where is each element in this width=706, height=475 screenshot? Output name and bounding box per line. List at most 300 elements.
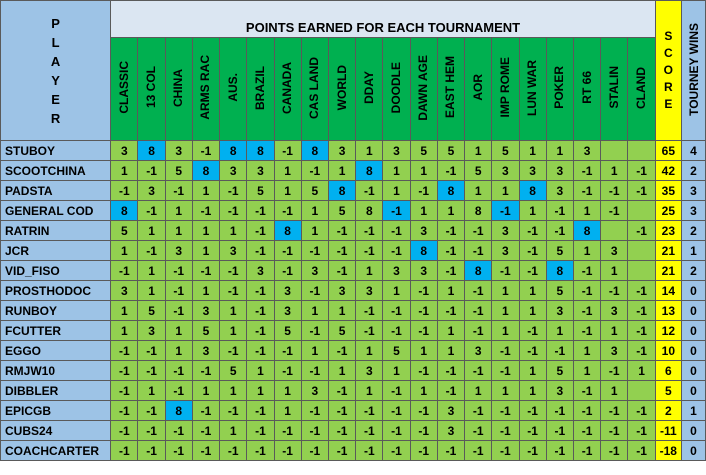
player-name: FCUTTER <box>1 321 111 341</box>
total-score: 21 <box>655 241 681 261</box>
tournament-win-cell: 8 <box>111 201 138 221</box>
points-cell: 3 <box>546 301 573 321</box>
points-cell: 1 <box>301 221 328 241</box>
points-cell: -1 <box>628 321 655 341</box>
points-cell: -1 <box>138 241 165 261</box>
points-cell: 1 <box>192 181 219 201</box>
tournament-name: IMP ROME <box>497 57 512 118</box>
points-cell: 3 <box>356 361 383 381</box>
points-cell: 1 <box>383 161 410 181</box>
points-cell: -1 <box>437 301 464 321</box>
tournament-header <box>356 38 383 141</box>
points-cell: -1 <box>410 361 437 381</box>
points-cell: -1 <box>138 441 165 461</box>
points-cell: -1 <box>301 401 328 421</box>
points-cell: 1 <box>111 301 138 321</box>
points-cell: 3 <box>301 261 328 281</box>
tourney-wins: 4 <box>681 141 705 161</box>
player-row <box>1 261 706 281</box>
points-cell: 5 <box>437 141 464 161</box>
points-cell: 3 <box>601 341 628 361</box>
points-cell: 3 <box>546 181 573 201</box>
points-cell: 1 <box>192 221 219 241</box>
player-header-letter: R <box>50 110 61 126</box>
points-cell: -1 <box>601 401 628 421</box>
points-cell: -1 <box>465 241 492 261</box>
player-row <box>1 381 706 401</box>
points-cell: -1 <box>573 321 600 341</box>
points-cell: 1 <box>519 281 546 301</box>
points-cell: 5 <box>492 141 519 161</box>
points-cell: -1 <box>573 421 600 441</box>
points-cell: -1 <box>519 221 546 241</box>
points-cell: -1 <box>465 321 492 341</box>
tournament-win-cell: 8 <box>519 181 546 201</box>
points-cell: 1 <box>301 201 328 221</box>
tournament-win-cell: 8 <box>437 181 464 201</box>
tournament-name: CHINA <box>171 68 186 107</box>
tournament-header <box>465 38 492 141</box>
points-cell: -1 <box>519 321 546 341</box>
tourney-wins: 0 <box>681 321 705 341</box>
tournament-win-cell: 8 <box>192 161 219 181</box>
points-cell: 3 <box>220 161 247 181</box>
points-cell: 3 <box>165 141 192 161</box>
player-name: RUNBOY <box>1 301 111 321</box>
points-cell: 3 <box>138 181 165 201</box>
points-cell: 3 <box>274 281 301 301</box>
points-cell: -1 <box>492 261 519 281</box>
tourney-wins-header <box>681 1 705 141</box>
points-cell: 1 <box>111 321 138 341</box>
points-cell: 5 <box>138 301 165 321</box>
points-cell: 1 <box>356 341 383 361</box>
points-cell: -1 <box>111 361 138 381</box>
tourney-wins: 1 <box>681 241 705 261</box>
points-cell: 1 <box>437 201 464 221</box>
player-row <box>1 421 706 441</box>
points-cell: -1 <box>165 181 192 201</box>
points-cell: -1 <box>628 221 655 241</box>
tournament-win-cell: -1 <box>492 201 519 221</box>
points-cell: -1 <box>328 261 355 281</box>
points-cell: -1 <box>165 281 192 301</box>
points-cell: -1 <box>165 301 192 321</box>
points-cell: 1 <box>111 241 138 261</box>
points-cell: -1 <box>111 421 138 441</box>
points-cell: -1 <box>601 281 628 301</box>
points-cell: 1 <box>138 381 165 401</box>
player-header <box>1 1 111 141</box>
total-score: 25 <box>655 201 681 221</box>
tournament-name: AUS. <box>225 73 240 102</box>
points-cell: -1 <box>628 301 655 321</box>
points-cell: 1 <box>573 241 600 261</box>
points-cell: 1 <box>573 201 600 221</box>
points-cell: -1 <box>247 341 274 361</box>
points-cell: 3 <box>437 401 464 421</box>
tournament-win-cell: 8 <box>410 241 437 261</box>
points-cell: -1 <box>274 441 301 461</box>
tourney-wins: 0 <box>681 341 705 361</box>
tournament-name: BRAZIL <box>252 65 267 110</box>
tournament-name: CANADA <box>280 61 295 114</box>
points-cell: -1 <box>301 441 328 461</box>
points-cell: 1 <box>247 381 274 401</box>
player-name: GENERAL COD <box>1 201 111 221</box>
points-cell: 3 <box>383 261 410 281</box>
points-cell: -1 <box>546 441 573 461</box>
points-cell: -1 <box>519 261 546 281</box>
tournament-win-cell: 8 <box>247 141 274 161</box>
points-cell: 1 <box>410 161 437 181</box>
tournament-header <box>437 38 464 141</box>
points-cell <box>628 381 655 401</box>
points-cell: -1 <box>220 201 247 221</box>
points-cell: -1 <box>301 281 328 301</box>
points-cell: 1 <box>410 201 437 221</box>
points-cell: -1 <box>573 261 600 281</box>
points-cell: -1 <box>410 281 437 301</box>
points-cell: -1 <box>465 301 492 321</box>
total-score: 5 <box>655 381 681 401</box>
points-cell: 3 <box>274 301 301 321</box>
points-cell: 1 <box>165 341 192 361</box>
points-cell: -1 <box>410 441 437 461</box>
points-cell: -1 <box>356 181 383 201</box>
points-cell: -1 <box>519 401 546 421</box>
points-cell: -1 <box>628 421 655 441</box>
points-cell: -1 <box>437 361 464 381</box>
tournament-name: EAST HEM <box>443 56 458 119</box>
points-cell: 1 <box>601 261 628 281</box>
points-cell: 3 <box>138 321 165 341</box>
player-row <box>1 161 706 181</box>
player-row <box>1 301 706 321</box>
points-cell: 1 <box>165 321 192 341</box>
points-cell: 1 <box>328 301 355 321</box>
points-cell: -1 <box>437 441 464 461</box>
tournament-win-cell: 8 <box>138 141 165 161</box>
tournament-header <box>601 38 628 141</box>
points-cell <box>601 141 628 161</box>
points-cell: -1 <box>383 401 410 421</box>
total-score: -18 <box>655 441 681 461</box>
points-cell: -1 <box>111 261 138 281</box>
points-cell: -1 <box>356 321 383 341</box>
total-score: 10 <box>655 341 681 361</box>
tournament-win-cell: 8 <box>356 161 383 181</box>
points-cell: -1 <box>492 441 519 461</box>
points-cell: 5 <box>328 201 355 221</box>
points-cell: -1 <box>274 201 301 221</box>
points-cell: -1 <box>356 241 383 261</box>
points-cell: -1 <box>274 261 301 281</box>
points-cell: -1 <box>410 401 437 421</box>
points-cell: 5 <box>192 321 219 341</box>
points-cell: -1 <box>274 421 301 441</box>
points-cell: -1 <box>546 221 573 241</box>
points-cell: 3 <box>410 261 437 281</box>
tournament-name: CLAND <box>634 66 649 109</box>
points-cell: -1 <box>356 441 383 461</box>
tournament-header <box>220 38 247 141</box>
points-cell: -1 <box>410 321 437 341</box>
tourney-wins: 0 <box>681 361 705 381</box>
tournament-win-cell: 8 <box>465 261 492 281</box>
points-cell: 3 <box>492 221 519 241</box>
points-cell: -1 <box>301 321 328 341</box>
points-cell: 1 <box>437 341 464 361</box>
tournament-name: RT 66 <box>579 71 594 104</box>
points-cell: 1 <box>220 321 247 341</box>
points-cell: -1 <box>573 161 600 181</box>
player-header-letter: Y <box>51 72 60 88</box>
points-cell: 8 <box>356 201 383 221</box>
points-cell: 1 <box>573 361 600 381</box>
points-cell: 3 <box>192 301 219 321</box>
points-cell: -1 <box>274 361 301 381</box>
points-cell: -1 <box>138 421 165 441</box>
points-cell: -1 <box>492 361 519 381</box>
points-cell: 1 <box>437 321 464 341</box>
points-cell: -1 <box>492 401 519 421</box>
tournament-header <box>410 38 437 141</box>
points-cell <box>628 141 655 161</box>
points-cell: -1 <box>519 441 546 461</box>
points-cell: -1 <box>465 441 492 461</box>
points-cell: 1 <box>410 381 437 401</box>
points-cell: 3 <box>546 161 573 181</box>
points-cell: -1 <box>437 221 464 241</box>
tournament-header <box>192 38 219 141</box>
points-cell: -1 <box>247 241 274 261</box>
tournament-win-cell: 8 <box>328 181 355 201</box>
points-cell: -1 <box>546 401 573 421</box>
points-cell: 1 <box>274 401 301 421</box>
points-cell <box>628 241 655 261</box>
tournament-name: LUN WAR <box>525 59 540 116</box>
player-header-letter: A <box>50 53 61 69</box>
points-cell: -1 <box>138 341 165 361</box>
points-cell: -1 <box>601 201 628 221</box>
points-cell: 1 <box>601 161 628 181</box>
player-row <box>1 401 706 421</box>
points-cell: -1 <box>328 401 355 421</box>
player-name: CUBS24 <box>1 421 111 441</box>
points-cell: 1 <box>274 181 301 201</box>
tourney-wins: 0 <box>681 301 705 321</box>
points-cell: -1 <box>356 301 383 321</box>
points-cell: -1 <box>383 321 410 341</box>
tournament-name: STALIN <box>606 66 621 109</box>
points-cell: 5 <box>111 221 138 241</box>
points-cell: -1 <box>492 341 519 361</box>
points-cell: -1 <box>628 401 655 421</box>
points-cell: 3 <box>301 381 328 401</box>
points-cell: -1 <box>247 401 274 421</box>
points-cell: 1 <box>546 321 573 341</box>
points-cell: -1 <box>601 361 628 381</box>
tournament-win-cell: 8 <box>301 141 328 161</box>
player-name: RATRIN <box>1 221 111 241</box>
points-cell: -1 <box>601 441 628 461</box>
tournament-header <box>492 38 519 141</box>
score-header-letter: O <box>663 63 673 77</box>
points-cell: -1 <box>192 361 219 381</box>
tournament-name: AOR <box>470 74 485 101</box>
points-cell: -1 <box>437 381 464 401</box>
points-cell: -1 <box>628 441 655 461</box>
player-row <box>1 181 706 201</box>
tourney-wins: 3 <box>681 181 705 201</box>
points-cell: 5 <box>247 181 274 201</box>
points-cell: -1 <box>628 161 655 181</box>
tourney-wins: 2 <box>681 161 705 181</box>
points-cell: -1 <box>628 181 655 201</box>
total-score: 42 <box>655 161 681 181</box>
points-cell: -1 <box>274 141 301 161</box>
points-cell: 8 <box>465 201 492 221</box>
points-cell: 5 <box>465 161 492 181</box>
points-cell: 5 <box>383 341 410 361</box>
points-cell: -1 <box>192 261 219 281</box>
score-header-letter: R <box>663 80 673 94</box>
points-cell: 1 <box>383 181 410 201</box>
total-score: 13 <box>655 301 681 321</box>
player-row <box>1 141 706 161</box>
points-cell: 1 <box>601 381 628 401</box>
points-cell: 1 <box>220 421 247 441</box>
points-cell: 1 <box>328 361 355 381</box>
tourney-wins: 1 <box>681 401 705 421</box>
points-cell: 1 <box>138 221 165 241</box>
points-cell: -1 <box>437 261 464 281</box>
points-cell: -1 <box>628 281 655 301</box>
tournament-header <box>519 38 546 141</box>
points-cell: -1 <box>410 421 437 441</box>
points-cell: 3 <box>546 381 573 401</box>
points-cell: 5 <box>546 361 573 381</box>
points-cell: -1 <box>383 441 410 461</box>
points-cell: -1 <box>165 441 192 461</box>
points-cell: -1 <box>247 321 274 341</box>
player-row <box>1 321 706 341</box>
points-cell: 1 <box>465 181 492 201</box>
tournament-header <box>274 38 301 141</box>
points-cell: -1 <box>220 181 247 201</box>
points-cell: 1 <box>519 381 546 401</box>
points-cell: -1 <box>247 201 274 221</box>
total-score: -11 <box>655 421 681 441</box>
tournament-header <box>573 38 600 141</box>
tourney-wins: 3 <box>681 201 705 221</box>
points-cell <box>628 201 655 221</box>
points-cell: 3 <box>465 341 492 361</box>
points-cell: -1 <box>601 181 628 201</box>
points-cell: 3 <box>111 281 138 301</box>
tournament-header <box>628 38 655 141</box>
points-cell: 1 <box>437 281 464 301</box>
tournament-win-cell: 8 <box>546 261 573 281</box>
player-row <box>1 441 706 461</box>
points-cell: -1 <box>328 341 355 361</box>
tourney-wins: 0 <box>681 381 705 401</box>
points-cell: 3 <box>111 141 138 161</box>
points-cell: 1 <box>519 361 546 381</box>
points-cell: 1 <box>220 381 247 401</box>
player-name: JCR <box>1 241 111 261</box>
points-cell: 1 <box>220 301 247 321</box>
points-cell: 1 <box>165 221 192 241</box>
tournament-header <box>111 38 138 141</box>
points-cell: -1 <box>328 381 355 401</box>
points-cell: -1 <box>546 421 573 441</box>
points-cell: -1 <box>573 281 600 301</box>
tournament-win-cell: 8 <box>165 401 192 421</box>
points-cell: 3 <box>356 281 383 301</box>
points-cell: -1 <box>247 281 274 301</box>
points-cell: -1 <box>573 441 600 461</box>
points-cell: 3 <box>437 421 464 441</box>
points-cell: 1 <box>628 361 655 381</box>
points-cell: 1 <box>383 361 410 381</box>
points-cell: -1 <box>111 381 138 401</box>
player-name: SCOOTCHINA <box>1 161 111 181</box>
points-cell: -1 <box>301 241 328 261</box>
total-score: 23 <box>655 221 681 241</box>
player-name: RMJW10 <box>1 361 111 381</box>
player-name: PADSTA <box>1 181 111 201</box>
points-cell: -1 <box>356 221 383 241</box>
tournament-name: DAWN AGE <box>416 54 431 121</box>
player-row <box>1 341 706 361</box>
points-cell: 5 <box>410 141 437 161</box>
player-header-letters <box>1 14 110 128</box>
score-header-letters <box>656 28 681 113</box>
points-cell: -1 <box>519 241 546 261</box>
tourney-wins: 0 <box>681 441 705 461</box>
points-cell: -1 <box>111 441 138 461</box>
total-score: 65 <box>655 141 681 161</box>
points-cell: -1 <box>465 281 492 301</box>
points-cell: 1 <box>492 181 519 201</box>
points-cell: -1 <box>301 421 328 441</box>
tourney-wins: 0 <box>681 281 705 301</box>
points-cell: -1 <box>492 421 519 441</box>
points-cell: 1 <box>519 141 546 161</box>
points-cell: -1 <box>220 441 247 461</box>
points-cell: 5 <box>220 361 247 381</box>
points-cell: -1 <box>220 401 247 421</box>
points-cell: -1 <box>546 201 573 221</box>
points-cell: -1 <box>138 401 165 421</box>
points-cell: -1 <box>138 161 165 181</box>
player-name: PROSTHODOC <box>1 281 111 301</box>
points-cell: 1 <box>492 281 519 301</box>
points-cell: -1 <box>165 421 192 441</box>
points-cell: -1 <box>465 361 492 381</box>
points-cell: -1 <box>138 201 165 221</box>
points-cell: -1 <box>247 441 274 461</box>
points-cell: 3 <box>328 141 355 161</box>
points-cell: -1 <box>165 361 192 381</box>
points-cell: -1 <box>573 381 600 401</box>
points-cell: 1 <box>492 301 519 321</box>
points-cell: 3 <box>601 301 628 321</box>
points-cell: 1 <box>465 381 492 401</box>
points-cell: -1 <box>220 341 247 361</box>
